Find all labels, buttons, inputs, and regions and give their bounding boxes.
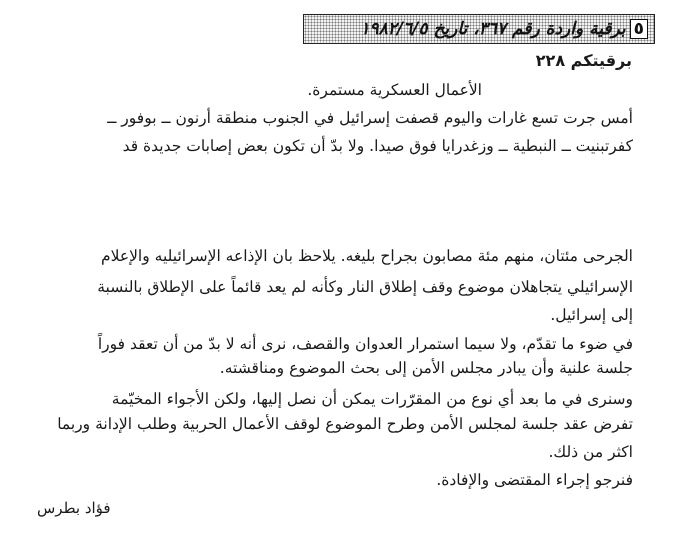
signature: فؤاد بطرس: [37, 499, 111, 517]
body-line: الجرحى مئتان، منهم مئة مصابون بجراح بليغه. يلاحظ بان الإذاعه الإسرائيليه والإعلام: [101, 247, 633, 265]
body-line: الإسرائيلي يتجاهلان موضوع وقف إطلاق النار وكأنه لم يعد قائماً على الإطلاق بالنسبة: [97, 278, 633, 296]
body-line: إلى إسرائيل.: [550, 306, 633, 324]
body-line: جلسة علنية وأن يبادر مجلس الأمن إلى بحث الموضوع ومناقشته.: [219, 359, 633, 377]
body-line: فنرجو إجراء المقتضى والإفادة.: [436, 471, 633, 489]
body-line: تفرض عقد جلسة لمجلس الأمن وطرح الموضوع لوقف الأعمال الحربية وطلب الإدانة وربما: [57, 415, 633, 433]
body-line: أمس جرت تسع غارات واليوم قصفت إسرائيل في الجنوب منطقة أرنون ــ بوفور ــ: [107, 109, 633, 127]
telegram-header: [303, 14, 655, 44]
body-line: وسنرى في ما بعد أي نوع من المقرّرات يمكن أن نصل إليها، ولكن الأجواء المخيّمة: [111, 390, 633, 408]
reference-line: برقيتكم ٢٢٨: [535, 51, 632, 70]
telegram-title: برقية واردة رقم ٣٦٧، تاريخ ١٩٨٢/٦/٥: [360, 19, 626, 39]
body-line: الأعمال العسكرية مستمرة.: [307, 81, 482, 99]
telegram-header-text: [360, 19, 648, 39]
body-line: كفرتبنيت ــ النبطية ــ وزغدرايا فوق صيدا. ولا بدّ أن تكون بعض إصابات جديدة قد: [122, 137, 633, 155]
body-line: في ضوء ما تقدّم، ولا سيما استمرار العدوان والقصف، نرى أنه لا بدّ من أن تعقد فوراً: [97, 335, 633, 353]
body-line: اكثر من ذلك.: [548, 443, 633, 461]
document-number-badge: ٥: [630, 19, 648, 39]
